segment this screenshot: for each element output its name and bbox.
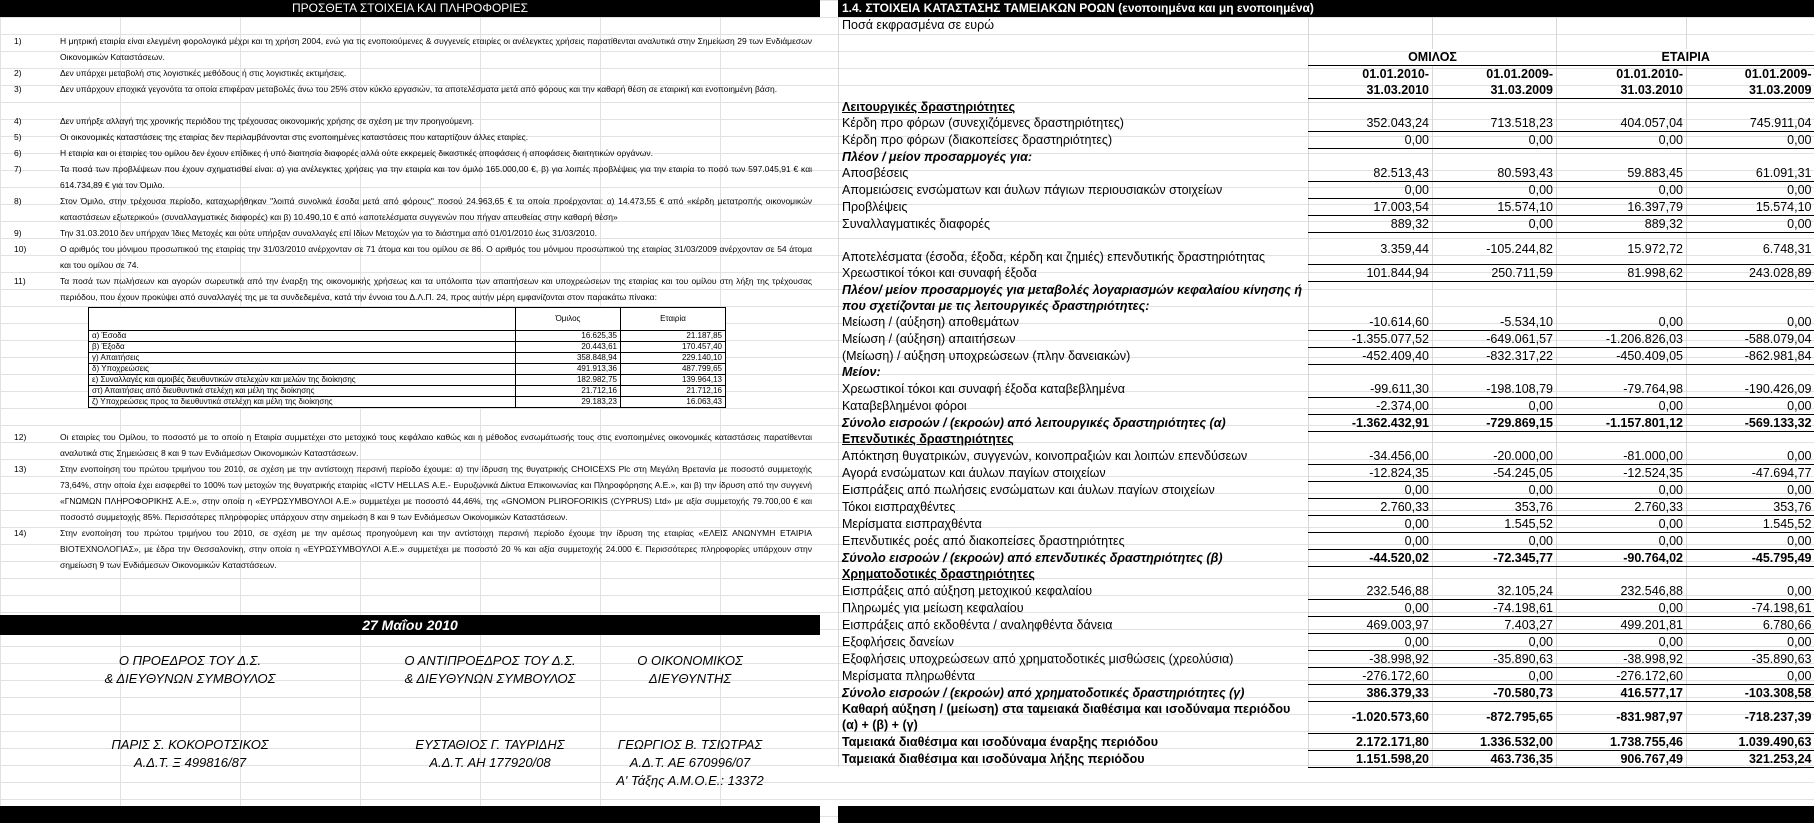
row-value: 0,00: [1433, 532, 1557, 549]
row-value: 0,00: [1557, 481, 1687, 498]
table-row: [839, 199, 1814, 216]
row-label: Αποσβέσεις: [839, 165, 1309, 182]
table-row: [839, 733, 1814, 750]
table-row: [839, 599, 1814, 616]
table-row: [839, 216, 1814, 233]
row-label: Τόκοι εισπραχθέντες: [839, 498, 1309, 515]
row-value: -38.998,92: [1309, 650, 1433, 667]
row-label: Ταμειακά διαθέσιμα και ισοδύναμα λήξης περιόδου: [839, 750, 1309, 767]
row-label: Επενδυτικές δραστηριότητες: [839, 431, 1309, 448]
row-value: 0,00: [1687, 667, 1814, 684]
table-row: [839, 182, 1814, 199]
row-value: -12.824,35: [1309, 464, 1433, 481]
row-value: -872.795,65: [1433, 701, 1557, 733]
table-row: [839, 498, 1814, 515]
row-label: Κέρδη προ φόρων (συνεχιζόμενες δραστηριότητες): [839, 115, 1309, 132]
panel-gap: [820, 0, 838, 823]
row-label: Χρεωστικοί τόκοι και συναφή έξοδα καταβεβλημένα: [839, 381, 1309, 398]
row-value: -74.198,61: [1433, 599, 1557, 616]
row-label: Σύνολο εισροών / (εκροών) από επενδυτικές δραστηριότητες (β): [839, 549, 1309, 566]
row-value: 0,00: [1433, 216, 1557, 233]
report-date: 27 Μαΐου 2010: [0, 615, 820, 635]
table-row: [839, 515, 1814, 532]
table-row: [839, 481, 1814, 498]
additional-info-panel: ΠΡΟΣΘΕΤΑ ΣΤΟΙΧΕΙΑ ΚΑΙ ΠΛΗΡΟΦΟΡΙΕΣ 1) Η μητρική εταιρία είναι ελεγμένη φορολογικά μέχρι και τη χρήση 2004, ενώ για τις ενοποιούμενες & συγγενείς εταιρίες οι ανέλεγκτες χρήσεις παρατίθενται αναλυτικά στην Σημείωση 29 των Ενδιάμεσων Οικονομικών Καταστάσεων. 2) Δεν υπάρχει μεταβολή στις λογιστικές μεθόδους ή στις λογιστικές εκτιμήσεις. 3) Δεν υπάρχουν εποχικά γεγονότα τα οποία επιφέραν μεταβολές άνω του 25% στον κύκλο εργασιών, τα αποτελέσματα μετά από φόρους και την καθαρή θέση σε εταιρική και ενοποιημένη βάση. 4) Δεν υπήρξε αλλαγή της χρονικής περιόδου της τρέχουσας οικονομικής χρήσης σε σχέση με την προηγούμενη. 5) Οι οικονομικές καταστάσεις της εταιρίας δεν περιλαμβάνονται στις ενοποιημένες καταστάσεις που καταρτίζουν άλλες εταιρίες. 6) Η εταιρία και οι εταιρίες του ομίλου δεν έχουν επίδικες ή υπό διαιτησία διαφορές αλλά ούτε εκκρεμείς δικαστικές αποφάσεις ή αποφάσεις διαιτητικών οργάνων. 7) Τα ποσά των προβλέψεων που έχουν σχηματισθεί είναι: α) για ανέλεγκτες χρήσεις για την εταιρία και τον όμιλο 165.000,00 €, β) για λοιπές προβλέψεις για την εταιρία το ποσό των 597.045,91 € και 614.734,89 € για τον Όμιλο. 8) Στον Όμιλο, στην τρέχουσα περίοδο, καταχωρήθηκαν "λοιπά συνολικά έσοδα μετά από φόρους" ποσού 24.963,65 € τα οποία προέρχονται: α) 14.473,55 € από «κέρδη μετατροπής οικονομικών καταστάσεων εξωτερικού» (συναλλαγματικές διαφορές) και β) 10.490,10 € από «αποτελέσματα συγγενών που πήγαν απευθείας στην καθαρή θέση» 9) Την 31.03.2010 δεν υπήρχαν Ίδιες Μετοχές και ούτε υπήρξαν συναλλαγές επί Ιδίων Μετοχών για το διάστημα από 01/01/2010 έως 31/03/2010. 10) Ο αριθμός του μόνιμου προσωπικού της εταιρίας την 31/03/2010 ανέρχονταν σε 71 άτομα και του ομίλου σε 86. Ο αριθμός του μόνιμου προσωπικού της εταιρίας 31/03/2009 ανέρχονταν σε 54 άτομα και του ομίλου σε 74. 11) Τα ποσά των πωλήσεων και αγορών σωρευτικά από την έναρξη της οικονομικής χρήσεως και τα υπόλοιπα των απαιτήσεων και υποχρεώσεων της εταιρίας και του ομίλου στη λήξη της τρέχουσας περιόδου, που έχουν προκύψει από συναλλαγές της με τα συνδεδεμένα, κατά την έννοια του Δ.Λ.Π. 24, προς αυτήν μέρη εμφανίζονται στον παρακάτω πίνακα: Όμιλος Εταιρία α) Έσοδα 16.625,35 21.187,85 β) Έξοδα 20.443,61 170.457,40 γ) Απαιτήσεις 358.848,94 229.140,10 δ) Υποχρεώσεις 491.913,36 487.799,65 ε) Συναλλαγές και αμοιβές διευθυντικών στελεχών και μελών της διοίκησης 182.982,75 139.964,13 στ) Απαιτήσεις από διευθυντικά στελέχη και μέλη της διοίκησης 21.712,16 21.712,16 ζ) Υποχρεώσεις προς τα διευθυντικά στελέχη και μέλη της διοίκησης 29.183,23 16.063,43 12) Οι εταιρίες του Ομίλου, το ποσοστό με το οποίο η Εταιρία συμμετέχει στο μετοχικό τους κεφάλαιο καθώς και η μέθοδος ενσωμάτωσής τους στις ενοποιημένες οικονομικές καταστάσεις παρατίθενται αναλυτικά στις Σημειώσεις 8 και 9 των Ενδιάμεσων Οικονομικών Καταστάσεων. 13) Στην ενοποίηση του πρώτου τριμήνου του 2010, σε σχέση με την αντίστοιχη περσινή περίοδο έχουμε: α) την ίδρυση της θυγατρικής CHOICEXS Plc στη Μεγάλη Βρετανία με ποσοστό συμμετοχής 73,64%, στην οποία έχει εισφερθεί το 100% των μετοχών της θυγατρικής εταιρίας «ICTV HELLAS Α.Ε.- Ευρυζωνικά Δίκτυα Επικοινωνίας και Πληροφόρησης Α.Ε.», και β) την ίδρυση από την συγγενή «ΓΝΩΜΩΝ ΠΛΗΡΟΦΟΡΙΚΗΣ Α.Ε.», στην οποία η «ΕΥΡΩΣΥΜΒΟΥΛΟΙ Α.Ε.» συμμετέχει με ποσοστό 44,46%, της «GNOMON PLIROFORIKIS (CYPRUS) Ltd» με αξία συμμετοχής 79.700,00 € και ποσοστό συμμετοχής 85%. Περισσότερες πληροφορίες υπάρχουν στην σημείωση 8 και 9 των Ενδιάμεσων Οικονομικών Καταστάσεων. 14) Στην ενοποίηση του πρώτου τριμήνου του 2010, σε σχέση με την αμέσως προηγούμενη και την αντίστοιχη περσινή περίοδο έχουμε την ίδρυση της εταιρίας «ΕΛΕΙΣ ΑΝΩΝΥΜΗ ΕΤΑΙΡΙΑ ΒΙΟΤΕΧΝΟΛΟΓΙΑΣ», με έδρα την Θεσσαλονίκη, στην οποία η «ΕΥΡΩΣΥΜΒΟΥΛΟΙ Α.Ε.» συμμετέχει με ποσοστό 20 % και αξία συμμετοχής 24.000 €. Περισσότερες πληροφορίες υπάρχουν στην σημείωση 9 των Ενδιάμεσων Οικονομικών Καταστάσεων. 27 Μαΐου 2010 Ο ΠΡΟΕΔΡΟΣ ΤΟΥ Δ.Σ. & ΔΙΕΥΘΥΝΩΝ ΣΥΜΒΟΥΛΟΣ ΠΑΡΙΣ Σ. ΚΟΚΟΡΟΤΣΙΚΟΣ Α.Δ.Τ. Ξ 499816/87 Ο ΑΝΤΙΠΡΟΕΔΡΟΣ ΤΟΥ Δ.Σ. & ΔΙΕΥΘΥΝΩΝ ΣΥΜΒΟΥΛΟΣ ΕΥΣΤΑΘΙΟΣ Γ. ΤΑΥΡΙΔΗΣ Α.Δ.Τ. ΑΗ 177920/08 Ο ΟΙΚΟΝΟΜΙΚΟΣ ΔΙΕΥΘΥΝΤΗΣ ΓΕΩΡΓΙΟΣ Β. ΤΣΙΩΤΡΑΣ Α.Δ.Τ. ΑΕ 670996/07 Α' Τάξης Α.Μ.Ο.Ε.: 13372: [0, 0, 820, 823]
row-value: 386.379,33: [1309, 684, 1433, 701]
group-header-row: [839, 49, 1814, 66]
row-value: -12.524,35: [1557, 464, 1687, 481]
row-label: Μείον:: [839, 364, 1309, 381]
row-value: 889,32: [1309, 216, 1433, 233]
row-value: -54.245,05: [1433, 464, 1557, 481]
row-value: 0,00: [1309, 532, 1433, 549]
row-value: -1.157.801,12: [1557, 414, 1687, 431]
row-label: Καταβεβλημένοι φόροι: [839, 397, 1309, 414]
row-value: -5.534,10: [1433, 314, 1557, 331]
row-value: -2.374,00: [1309, 397, 1433, 414]
row-value: 0,00: [1557, 314, 1687, 331]
table-row: [839, 330, 1814, 347]
row-value: 713.518,23: [1433, 115, 1557, 132]
row-label: Πληρωμές για μείωση κεφαλαίου: [839, 599, 1309, 616]
row-value: 0,00: [1309, 599, 1433, 616]
row-value: 0,00: [1557, 599, 1687, 616]
row-value: 7.403,27: [1433, 616, 1557, 633]
row-value: 232.546,88: [1309, 583, 1433, 600]
row-value: 2.172.171,80: [1309, 733, 1433, 750]
row-value: -718.237,39: [1687, 701, 1814, 733]
row-label: Καθαρή αύξηση / (μείωση) στα ταμειακά διαθέσιμα και ισοδύναμα περιόδου (α) + (β) + (γ): [839, 701, 1309, 733]
table-row: [839, 616, 1814, 633]
row-value: 0,00: [1687, 397, 1814, 414]
table-row: [839, 667, 1814, 684]
row-value: -79.764,98: [1557, 381, 1687, 398]
row-value: -729.869,15: [1433, 414, 1557, 431]
row-label: Εξοφλήσεις υποχρεώσεων από χρηματοδοτικές μισθώσεις (χρεολύσια): [839, 650, 1309, 667]
row-value: -90.764,02: [1557, 549, 1687, 566]
row-value: 463.736,35: [1433, 750, 1557, 767]
row-value: 889,32: [1557, 216, 1687, 233]
table-row: [839, 414, 1814, 431]
row-label: Πλέον / μείον προσαρμογές για:: [839, 149, 1309, 166]
row-value: 353,76: [1687, 498, 1814, 515]
related-parties-table: [88, 307, 726, 408]
row-value: -649.061,57: [1433, 330, 1557, 347]
table-row: ε) Συναλλαγές και αμοιβές διευθυντικών στελεχών και μελών της διοίκησης 182.982,75 139.964,13: [89, 375, 726, 386]
row-value: 59.883,45: [1557, 165, 1687, 182]
table-row: [839, 132, 1814, 149]
table-row: [839, 448, 1814, 465]
row-value: -70.580,73: [1433, 684, 1557, 701]
table-row: α) Έσοδα 16.625,35 21.187,85: [89, 331, 726, 342]
table-row: [839, 549, 1814, 566]
row-label: Προβλέψεις: [839, 199, 1309, 216]
row-value: -72.345,77: [1433, 549, 1557, 566]
row-value: 1.039.490,63: [1687, 733, 1814, 750]
row-value: 0,00: [1557, 633, 1687, 650]
row-value: 1.545,52: [1687, 515, 1814, 532]
table-row: [839, 583, 1814, 600]
row-label: (Μείωση) / αύξηση υποχρεώσεων (πλην δανειακών): [839, 347, 1309, 364]
row-value: 0,00: [1687, 132, 1814, 149]
row-label: Πλέον/ μείον προσαρμογές για μεταβολές λογαριασμών κεφαλαίου κίνησης ή που σχετίζονται με τις λειτουργικές δραστηριότητες:: [839, 282, 1309, 314]
row-value: 3.359,44: [1309, 233, 1433, 265]
table-row: [839, 397, 1814, 414]
row-value: 906.767,49: [1557, 750, 1687, 767]
table-row: [839, 314, 1814, 331]
row-value: -588.079,04: [1687, 330, 1814, 347]
table-row: [839, 149, 1814, 166]
signatory-vice-chairman: Ο ΑΝΤΙΠΡΟΕΔΡΟΣ ΤΟΥ Δ.Σ. & ΔΙΕΥΘΥΝΩΝ ΣΥΜΒΟΥΛΟΣ ΕΥΣΤΑΘΙΟΣ Γ. ΤΑΥΡΙΔΗΣ Α.Δ.Τ. ΑΗ 177920/08: [404, 653, 576, 770]
row-value: 101.844,94: [1309, 265, 1433, 282]
table-row: [839, 532, 1814, 549]
row-value: 15.972,72: [1557, 233, 1687, 265]
table-row: [839, 115, 1814, 132]
row-label: Μερίσματα εισπραχθέντα: [839, 515, 1309, 532]
cash-flow-title: 1.4. ΣΤΟΙΧΕΙΑ ΚΑΤΑΣΤΑΣΗΣ ΤΑΜΕΙΑΚΩΝ ΡΟΩΝ (ενοποιημένα και μη ενοποιημένα): [838, 0, 1814, 17]
cash-flow-panel: [838, 0, 1814, 823]
table-row: [839, 701, 1814, 733]
row-value: 0,00: [1687, 532, 1814, 549]
row-value: 32.105,24: [1433, 583, 1557, 600]
row-value: -276.172,60: [1309, 667, 1433, 684]
row-value: 1.545,52: [1433, 515, 1557, 532]
row-value: 0,00: [1309, 481, 1433, 498]
table-row: [839, 364, 1814, 381]
row-label: Λειτουργικές δραστηριότητες: [839, 99, 1309, 116]
row-value: 0,00: [1433, 132, 1557, 149]
table-row: [839, 265, 1814, 282]
right-bottom-bar: [838, 806, 1814, 823]
currency-note: Ποσά εκφρασμένα σε ευρώ: [839, 17, 1309, 33]
row-label: Εισπράξεις από πωλήσεις ενσώματων και άυλων παγίων στοιχείων: [839, 481, 1309, 498]
row-value: 0,00: [1687, 583, 1814, 600]
row-value: -190.426,09: [1687, 381, 1814, 398]
row-value: -452.409,40: [1309, 347, 1433, 364]
row-label: Χρεωστικοί τόκοι και συναφή έξοδα: [839, 265, 1309, 282]
row-value: -34.456,00: [1309, 448, 1433, 465]
row-value: 0,00: [1309, 132, 1433, 149]
row-value: 0,00: [1557, 132, 1687, 149]
row-value: 250.711,59: [1433, 265, 1557, 282]
table-row: [839, 381, 1814, 398]
row-label: Μείωση / (αύξηση) απαιτήσεων: [839, 330, 1309, 347]
row-label: Εισπράξεις από εκδοθέντα / αναληφθέντα δάνεια: [839, 616, 1309, 633]
row-value: 16.397,79: [1557, 199, 1687, 216]
row-value: -103.308,58: [1687, 684, 1814, 701]
row-value: 745.911,04: [1687, 115, 1814, 132]
table-row: [839, 99, 1814, 116]
row-value: 404.057,04: [1557, 115, 1687, 132]
row-label: Μείωση / (αύξηση) αποθεμάτων: [839, 314, 1309, 331]
row-value: -35.890,63: [1433, 650, 1557, 667]
table-row: [839, 282, 1814, 314]
row-value: -276.172,60: [1557, 667, 1687, 684]
row-label: Συναλλαγματικές διαφορές: [839, 216, 1309, 233]
row-value: 1.336.532,00: [1433, 733, 1557, 750]
table-row: [839, 347, 1814, 364]
row-label: Μερίσματα πληρωθέντα: [839, 667, 1309, 684]
row-value: 0,00: [1433, 397, 1557, 414]
row-value: -38.998,92: [1557, 650, 1687, 667]
row-value: 6.748,31: [1687, 233, 1814, 265]
row-label: Κέρδη προ φόρων (διακοπείσες δραστηριότητες): [839, 132, 1309, 149]
row-value: 416.577,17: [1557, 684, 1687, 701]
row-value: 0,00: [1557, 515, 1687, 532]
row-value: 82.513,43: [1309, 165, 1433, 182]
period-row-1: 01.01.2010- 01.01.2009- 01.01.2010- 01.01.2009-: [839, 66, 1814, 83]
row-label: Απομειώσεις ενσώματων και άυλων πάγιων περιουσιακών στοιχείων: [839, 182, 1309, 199]
period-row-2: 31.03.2010 31.03.2009 31.03.2010 31.03.2009: [839, 82, 1814, 99]
row-value: 2.760,33: [1309, 498, 1433, 515]
row-label: Απόκτηση θυγατρικών, συγγενών, κοινοπραξιών και λοιπών επενδύσεων: [839, 448, 1309, 465]
table-row: γ) Απαιτήσεις 358.848,94 229.140,10: [89, 353, 726, 364]
row-value: -74.198,61: [1687, 599, 1814, 616]
row-value: -862.981,84: [1687, 347, 1814, 364]
row-value: 353,76: [1433, 498, 1557, 515]
table-row: [839, 431, 1814, 448]
row-value: -569.133,32: [1687, 414, 1814, 431]
group-header: ΟΜΙΛΟΣ: [1309, 49, 1557, 66]
row-value: 0,00: [1557, 397, 1687, 414]
row-value: -450.409,05: [1557, 347, 1687, 364]
row-value: 15.574,10: [1433, 199, 1557, 216]
row-label: Ταμειακά διαθέσιμα και ισοδύναμα έναρξης περιόδου: [839, 733, 1309, 750]
row-value: -1.020.573,60: [1309, 701, 1433, 733]
table-row: στ) Απαιτήσεις από διευθυντικά στελέχη και μέλη της διοίκησης 21.712,16 21.712,16: [89, 386, 726, 397]
row-label: Σύνολο εισροών / (εκροών) από λειτουργικές δραστηριότητες (α): [839, 414, 1309, 431]
row-value: 17.003,54: [1309, 199, 1433, 216]
row-value: 321.253,24: [1687, 750, 1814, 767]
table-row: [839, 750, 1814, 767]
row-value: 0,00: [1309, 182, 1433, 199]
row-value: 2.760,33: [1557, 498, 1687, 515]
table-row: ζ) Υποχρεώσεις προς τα διευθυντικά στελέχη και μέλη της διοίκησης 29.183,23 16.063,43: [89, 397, 726, 408]
row-value: 61.091,31: [1687, 165, 1814, 182]
row-value: 0,00: [1687, 314, 1814, 331]
row-label: Αποτελέσματα (έσοδα, έξοδα, κέρδη και ζημιές) επενδυτικής δραστηριότητας: [839, 233, 1309, 265]
row-value: 1.738.755,46: [1557, 733, 1687, 750]
related-parties-header: [89, 308, 726, 331]
row-value: 0,00: [1557, 532, 1687, 549]
cash-flow-table: [838, 17, 1814, 768]
table-row: [839, 464, 1814, 481]
row-value: 0,00: [1557, 182, 1687, 199]
table-row: [839, 684, 1814, 701]
row-label: Χρηματοδοτικές δραστηριότητες: [839, 566, 1309, 583]
additional-info-title: ΠΡΟΣΘΕΤΑ ΣΤΟΙΧΕΙΑ ΚΑΙ ΠΛΗΡΟΦΟΡΙΕΣ: [0, 0, 820, 17]
row-value: 0,00: [1687, 182, 1814, 199]
table-row: β) Έξοδα 20.443,61 170.457,40: [89, 342, 726, 353]
row-value: 0,00: [1687, 481, 1814, 498]
row-label: Εξοφλήσεις δανείων: [839, 633, 1309, 650]
row-value: 0,00: [1309, 633, 1433, 650]
row-value: 469.003,97: [1309, 616, 1433, 633]
row-value: -1.206.826,03: [1557, 330, 1687, 347]
table-row: [839, 165, 1814, 182]
row-value: 0,00: [1433, 667, 1557, 684]
currency-note-row: [839, 17, 1814, 33]
row-value: -81.000,00: [1557, 448, 1687, 465]
row-value: -1.362.432,91: [1309, 414, 1433, 431]
row-value: 81.998,62: [1557, 265, 1687, 282]
row-value: -831.987,97: [1557, 701, 1687, 733]
row-value: 232.546,88: [1557, 583, 1687, 600]
row-value: 80.593,43: [1433, 165, 1557, 182]
row-value: -198.108,79: [1433, 381, 1557, 398]
row-value: 0,00: [1687, 633, 1814, 650]
row-value: 0,00: [1433, 182, 1557, 199]
row-value: 352.043,24: [1309, 115, 1433, 132]
row-value: 499.201,81: [1557, 616, 1687, 633]
table-row: [839, 633, 1814, 650]
row-label: Σύνολο εισροών / (εκροών) από χρηματοδοτικές δραστηριότητες (γ): [839, 684, 1309, 701]
table-row: [839, 566, 1814, 583]
signatory-cfo: Ο ΟΙΚΟΝΟΜΙΚΟΣ ΔΙΕΥΘΥΝΤΗΣ ΓΕΩΡΓΙΟΣ Β. ΤΣΙΩΤΡΑΣ Α.Δ.Τ. ΑΕ 670996/07 Α' Τάξης Α.Μ.Ο.Ε.: 13372: [616, 653, 764, 788]
row-value: -99.611,30: [1309, 381, 1433, 398]
row-value: -832.317,22: [1433, 347, 1557, 364]
row-value: -20.000,00: [1433, 448, 1557, 465]
col-company: Εταιρία: [621, 308, 726, 331]
col-group: Όμιλος: [516, 308, 621, 331]
row-value: -35.890,63: [1687, 650, 1814, 667]
table-row: [839, 650, 1814, 667]
row-value: 15.574,10: [1687, 199, 1814, 216]
row-value: -44.520,02: [1309, 549, 1433, 566]
row-value: 0,00: [1687, 216, 1814, 233]
row-label: Αγορά ενσώματων και άυλων παγίων στοιχείων: [839, 464, 1309, 481]
row-value: -10.614,60: [1309, 314, 1433, 331]
row-value: 6.780,66: [1687, 616, 1814, 633]
row-label: Εισπράξεις από αύξηση μετοχικού κεφαλαίου: [839, 583, 1309, 600]
row-value: -47.694,77: [1687, 464, 1814, 481]
row-value: 0,00: [1687, 448, 1814, 465]
row-value: 0,00: [1433, 633, 1557, 650]
row-value: -105.244,82: [1433, 233, 1557, 265]
row-value: -1.355.077,52: [1309, 330, 1433, 347]
row-label: Επενδυτικές ροές από διακοπείσες δραστηριότητες: [839, 532, 1309, 549]
row-value: 243.028,89: [1687, 265, 1814, 282]
table-row: [839, 233, 1814, 265]
row-value: -45.795,49: [1687, 549, 1814, 566]
row-value: 1.151.598,20: [1309, 750, 1433, 767]
row-value: 0,00: [1309, 515, 1433, 532]
row-value: 0,00: [1433, 481, 1557, 498]
company-header: ΕΤΑΙΡΙΑ: [1557, 49, 1814, 66]
signatory-chairman: Ο ΠΡΟΕΔΡΟΣ ΤΟΥ Δ.Σ. & ΔΙΕΥΘΥΝΩΝ ΣΥΜΒΟΥΛΟΣ ΠΑΡΙΣ Σ. ΚΟΚΟΡΟΤΣΙΚΟΣ Α.Δ.Τ. Ξ 499816/87: [104, 653, 276, 770]
left-bottom-bar: [0, 806, 820, 823]
table-row: δ) Υποχρεώσεις 491.913,36 487.799,65: [89, 364, 726, 375]
